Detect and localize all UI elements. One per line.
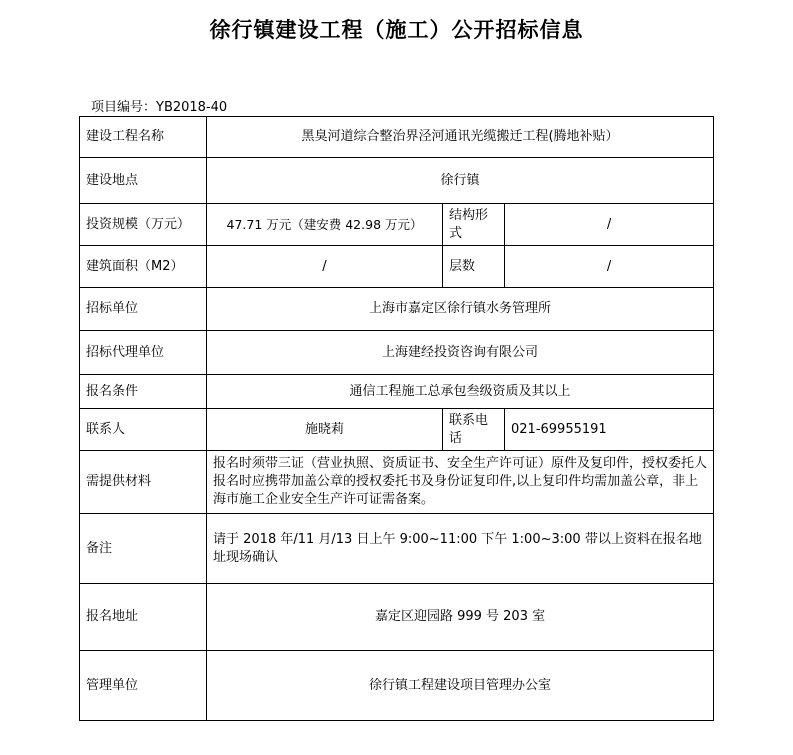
floors-label: 层数 (443, 246, 505, 288)
investment-value: 47.71 万元（建安费 42.98 万元） (207, 204, 443, 246)
row-management (80, 651, 714, 721)
management-value: 徐行镇工程建设项目管理办公室 (207, 651, 714, 721)
investment-label: 投资规模（万元） (80, 204, 207, 246)
row-materials (80, 451, 714, 514)
structure-value: / (505, 204, 714, 246)
phone-value: 021-69955191 (505, 409, 714, 451)
remarks-label: 备注 (80, 514, 207, 584)
remarks-value: 请于 2018 年/11 月/13 日上午 9:00~11:00 下午 1:00~3:00 带以上资料在报名地址现场确认 (207, 514, 714, 584)
floors-value: / (505, 246, 714, 288)
area-value: / (207, 246, 443, 288)
phone-label: 联系电话 (443, 409, 505, 451)
row-tenderer (80, 288, 714, 331)
agent-value: 上海建经投资咨询有限公司 (207, 331, 714, 375)
address-value: 嘉定区迎园路 999 号 203 室 (207, 584, 714, 651)
page-title: 徐行镇建设工程（施工）公开招标信息 (209, 17, 584, 42)
project-name-label: 建设工程名称 (80, 117, 207, 158)
materials-label: 需提供材料 (80, 451, 207, 514)
tender-info-table (79, 116, 714, 721)
structure-label: 结构形式 (443, 204, 505, 246)
tenderer-value: 上海市嘉定区徐行镇水务管理所 (207, 288, 714, 331)
row-project-name (80, 117, 714, 158)
row-area (80, 246, 714, 288)
materials-value: 报名时须带三证（营业执照、资质证书、安全生产许可证）原件及复印件，授权委托人报名时应携带加盖公章的授权委托书及身份证复印件,以上复印件均需加盖公章，非上海市施工企业安全生产许可证需备案。 (207, 451, 714, 514)
row-remarks (80, 514, 714, 584)
project-name-value: 黑臭河道综合整治界泾河通讯光缆搬迁工程(腾地补贴） (207, 117, 714, 158)
row-location (80, 158, 714, 204)
management-label: 管理单位 (80, 651, 207, 721)
qualification-value: 通信工程施工总承包叁级资质及其以上 (207, 375, 714, 409)
row-contact (80, 409, 714, 451)
contact-value: 施晓莉 (207, 409, 443, 451)
row-agent (80, 331, 714, 375)
agent-label: 招标代理单位 (80, 331, 207, 375)
row-qualification (80, 375, 714, 409)
tenderer-label: 招标单位 (80, 288, 207, 331)
contact-label: 联系人 (80, 409, 207, 451)
location-value: 徐行镇 (207, 158, 714, 204)
qualification-label: 报名条件 (80, 375, 207, 409)
address-label: 报名地址 (80, 584, 207, 651)
row-investment (80, 204, 714, 246)
location-label: 建设地点 (80, 158, 207, 204)
project-number: 项目编号：YB2018-40 (91, 100, 228, 115)
area-label: 建筑面积（M2） (80, 246, 207, 288)
row-address (80, 584, 714, 651)
